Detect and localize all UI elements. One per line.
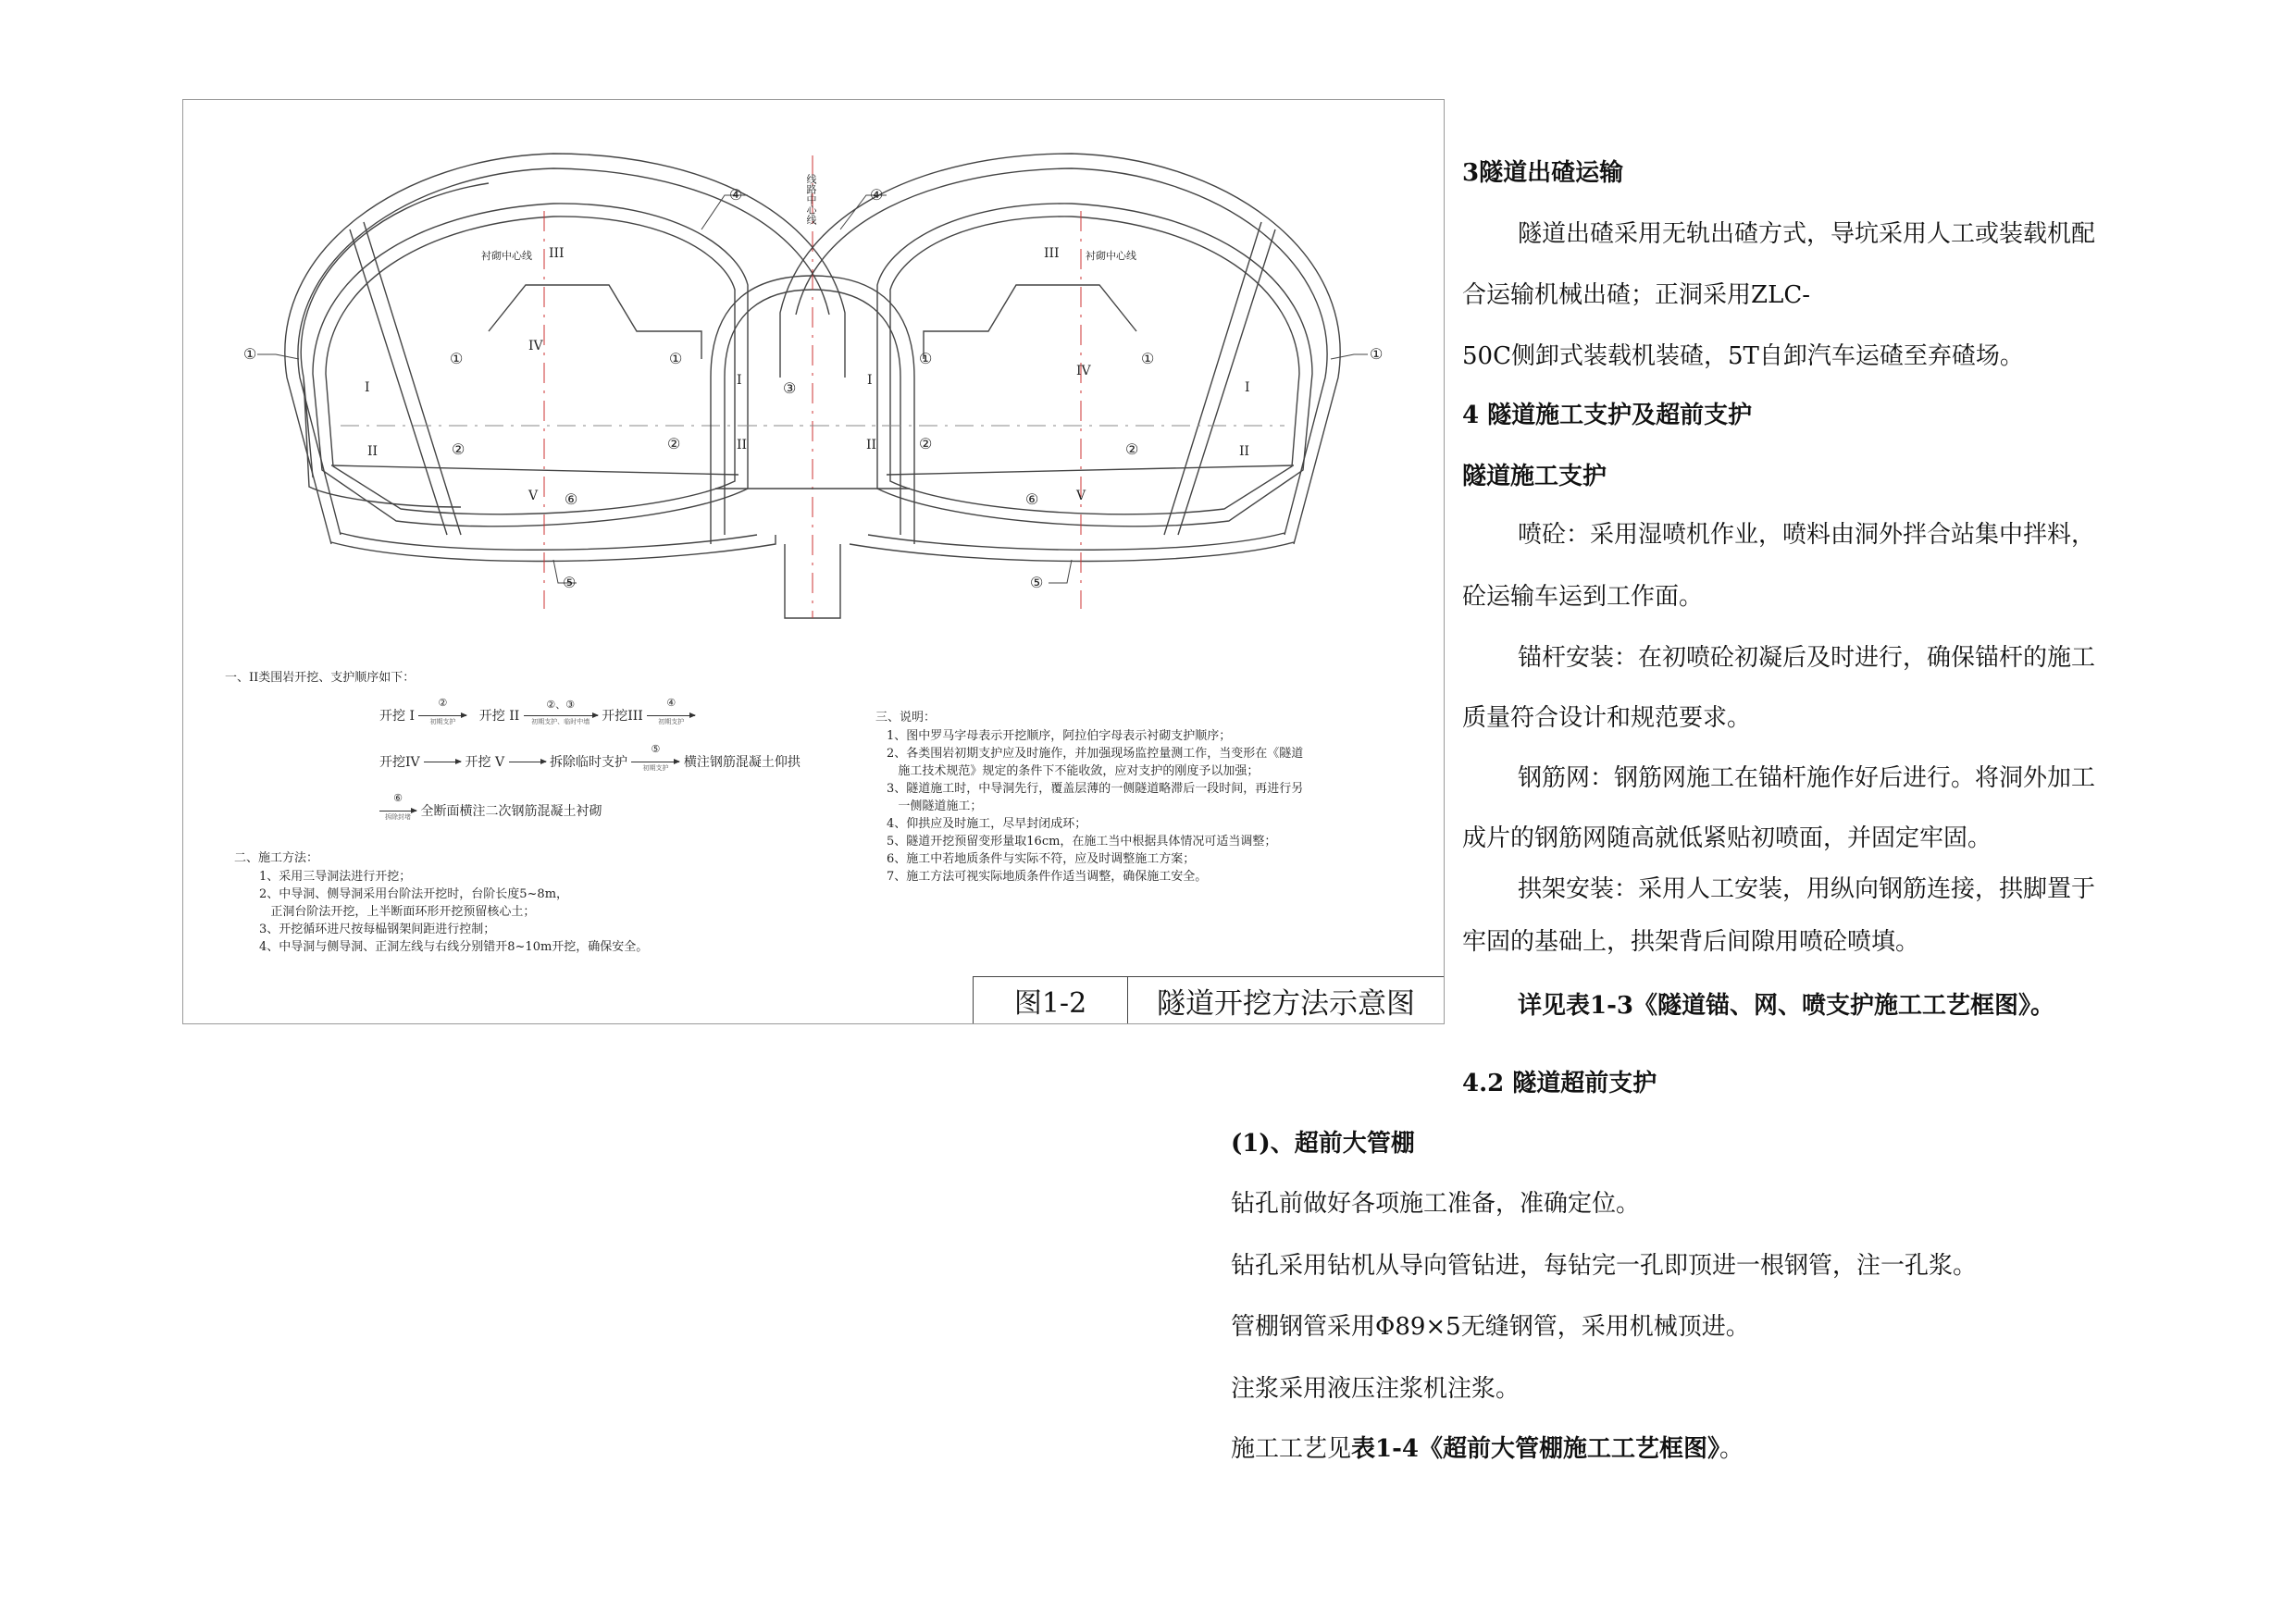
circle-2-left: ②: [452, 440, 465, 458]
figure-caption-box: [973, 976, 1444, 1023]
para-1-line-1: 隧道出碴采用无轨出碴方式，导坑采用人工或装载机配: [1518, 220, 2096, 248]
para-1-line-2: 合运输机械出碴；正洞采用ZLC-: [1462, 281, 1811, 309]
arrow-3: ④ 初期支护: [647, 708, 695, 725]
para-anchor-1: 锚杆安装：在初喷砼初凝后及时进行，确保锚杆的施工: [1518, 644, 2096, 672]
figure-frame: [182, 99, 1445, 1024]
left-lining-centre-label: 衬砌中心线: [481, 250, 532, 262]
label-II-right: II: [1239, 444, 1250, 459]
step-pour-invert: 横注钢筋混凝土仰拱: [683, 755, 800, 770]
right-tunnel-mid: [796, 168, 1327, 535]
circle-3: ③: [783, 379, 797, 397]
label-V-right: V: [1076, 489, 1086, 503]
label-II-mid-left: II: [737, 438, 748, 452]
sequence-row-2: [379, 743, 800, 772]
para-grouting: 注浆采用液压注浆机注浆。: [1231, 1375, 1520, 1403]
para-mesh-2: 成片的钢筋网随高就低紧贴初喷面，并固定牢固。: [1462, 824, 1992, 852]
para-anchor-2: 质量符合设计和规范要求。: [1462, 704, 1752, 732]
arrow-5: ⑤ 初期支护: [631, 754, 679, 771]
step-dig-4: 开挖IV: [379, 755, 420, 770]
section3-line-4: 3、隧道施工时，中导洞先行，覆盖层薄的一侧隧道略滞后一段时间，再进行另: [887, 782, 1304, 796]
arrow-6: ⑥ 拆除封堵: [379, 803, 416, 820]
circle-1-outer-left: ①: [243, 345, 257, 363]
arrow-2: ②、③ 初期支护、临时中墙: [524, 708, 598, 725]
label-I-right: I: [1245, 380, 1250, 395]
para-shotcrete-1: 喷砼：采用湿喷机作业，喷料由洞外拌合站集中拌料，: [1518, 521, 2096, 549]
sequence-row-3: [379, 792, 602, 821]
left-tunnel-outer: [285, 154, 845, 544]
circle-4-right: ④: [870, 186, 884, 204]
section3-line-7: 5、隧道开挖预留变形量取16cm，在施工当中根据具体情况可适当调整；: [887, 835, 1277, 849]
step-dig-2: 开挖 II: [478, 709, 520, 724]
section2-line-2: 2、中导洞、侧导洞采用台阶法开挖时，台阶长度5~8m，: [259, 887, 569, 901]
para-drill-prep: 钻孔前做好各项施工准备，准确定位。: [1231, 1190, 1641, 1218]
right-tunnel-outer: [780, 154, 1340, 544]
circle-6-left: ⑥: [565, 490, 578, 508]
section3-line-1: 1、图中罗马字母表示开挖顺序，阿拉伯字母表示衬砌支护顺序；: [887, 729, 1232, 743]
step-dig-3: 开挖III: [602, 709, 643, 724]
circle-1-outer-right: ①: [1370, 345, 1384, 363]
circle-4-left: ④: [729, 186, 743, 204]
section3-line-3: 施工技术规范》规定的条件下不能收敛，应对支护的刚度予以加强；: [887, 764, 1260, 778]
para-arch-2: 牢固的基础上，拱架背后间隙用喷砼喷填。: [1462, 928, 1920, 956]
label-III-right: III: [1044, 246, 1060, 261]
circle-2-mid-left: ②: [667, 435, 681, 452]
step-dig-5: 开挖 V: [465, 755, 505, 770]
label-IV-left: IV: [528, 339, 543, 353]
section3-line-9: 7、施工方法可视实际地质条件作适当调整，确保施工安全。: [887, 870, 1208, 884]
heading-muck-transport: 3隧道出碴运输: [1462, 159, 1624, 187]
section2-line-3: 正洞台阶法开挖，上半断面环形开挖预留核心土；: [259, 905, 536, 919]
label-I-left: I: [365, 380, 370, 395]
step-full-section: 全断面横注二次钢筋混凝土衬砌: [420, 804, 602, 819]
step-dig-1: 开挖 I: [379, 709, 415, 724]
label-II-mid-right: II: [866, 438, 877, 452]
label-I-mid-right: I: [867, 373, 873, 388]
section2-line-5: 4、中导洞与侧导洞、正洞左线与右线分别错开8~10m开挖，确保安全。: [259, 940, 649, 954]
sequence-row-1: [379, 697, 695, 725]
route-centre-line-label: 线路中心线: [805, 174, 817, 225]
figure-number: 图1-2: [974, 977, 1128, 1023]
para-steel-pipe: 管棚钢管采用Φ89×5无缝钢管，采用机械顶进。: [1231, 1313, 1750, 1341]
para-see-table-1-3: 详见表1-3《隧道锚、网、喷支护施工工艺框图》。: [1518, 992, 2054, 1020]
section3-line-2: 2、各类围岩初期支护应及时施作，并加强现场监控量测工作，当变形在《隧道: [887, 747, 1304, 761]
heading-support: 4 隧道施工支护及超前支护: [1462, 402, 1753, 429]
circle-1-inner-left: ①: [450, 350, 464, 367]
label-II-left: II: [367, 444, 379, 459]
left-invert: [331, 533, 776, 562]
circle-2-right: ②: [1125, 440, 1139, 458]
section3-line-6: 4、仰拱应及时施工，尽早封闭成环；: [887, 817, 1087, 831]
label-IV-right: IV: [1076, 364, 1091, 378]
section1-title: 一、II类围岩开挖、支护顺序如下：: [225, 671, 416, 685]
label-I-mid-left: I: [737, 373, 742, 388]
para-see-table-1-4: 施工工艺见表1-4《超前大管棚施工工艺框图》。: [1231, 1435, 1744, 1463]
heading-construction-support: 隧道施工支护: [1462, 463, 1607, 490]
label-V-left: V: [528, 489, 539, 503]
heading-pipe-roof: (1)、超前大管棚: [1231, 1130, 1415, 1158]
circle-5-right: ⑤: [1030, 574, 1044, 591]
circle-1-inner-right: ①: [1141, 350, 1155, 367]
para-drill-method: 钻孔采用钻机从导向管钻进，每钻完一孔即顶进一根钢管，注一孔浆。: [1231, 1252, 1978, 1280]
arrow-1: ② 初期支护: [418, 708, 466, 725]
circle-1-mid-left: ①: [669, 350, 683, 367]
step-remove-support: 拆除临时支护: [550, 755, 628, 770]
circle-2-mid-right: ②: [919, 435, 933, 452]
para-mesh-1: 钢筋网：钢筋网施工在锚杆施作好后进行。将洞外加工: [1518, 764, 2096, 792]
figure-title: 隧道开挖方法示意图: [1157, 986, 1415, 1021]
circle-6-right: ⑥: [1025, 490, 1039, 508]
section2-line-4: 3、开挖循环进尺按每榀钢架间距进行控制；: [259, 923, 496, 936]
section3-line-5: 一侧隧道施工；: [887, 799, 983, 813]
section2-title: 二、施工方法：: [234, 851, 319, 865]
heading-advance-support: 4.2 隧道超前支护: [1462, 1070, 1657, 1097]
circle-5-left: ⑤: [563, 574, 577, 591]
section3-line-8: 6、施工中若地质条件与实际不符，应及时调整施工方案；: [887, 852, 1196, 866]
right-lining-centre-label: 衬砌中心线: [1086, 250, 1136, 262]
para-arch-1: 拱架安装：采用人工安装，用纵向钢筋连接，拱脚置于: [1518, 875, 2096, 903]
section3-title: 三、说明：: [875, 711, 937, 725]
left-tunnel-mid: [298, 168, 829, 535]
circle-1-mid-right: ①: [919, 350, 933, 367]
label-III-left: III: [549, 246, 565, 261]
para-shotcrete-2: 砼运输车运到工作面。: [1462, 583, 1704, 611]
right-invert: [850, 533, 1294, 562]
para-1-line-3: 50C侧卸式装载机装碴，5T自卸汽车运碴至弃碴场。: [1462, 342, 2024, 370]
section2-line-1: 1、采用三导洞法进行开挖；: [259, 870, 412, 884]
